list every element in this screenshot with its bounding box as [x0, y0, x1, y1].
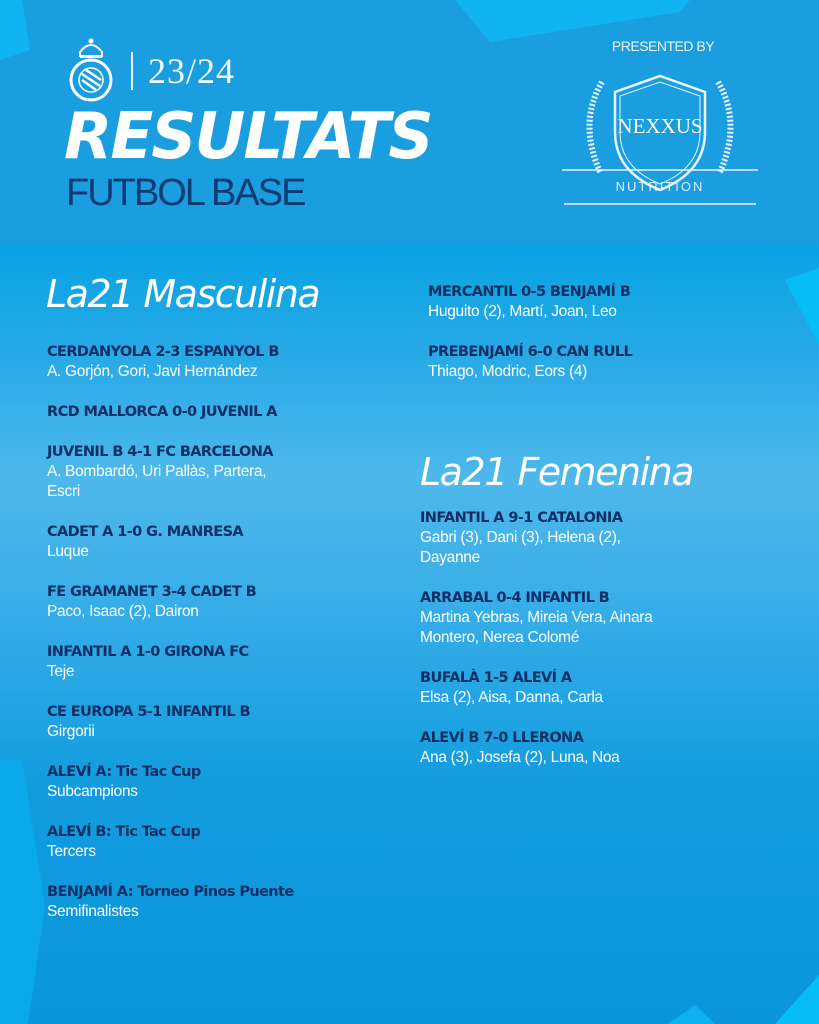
- match-scorers: Gabri (3), Dani (3), Helena (2), Dayanne: [420, 529, 621, 566]
- presented-by-label: PRESENTED BY: [611, 38, 715, 54]
- match-result: [47, 582, 387, 622]
- match-result: [428, 342, 768, 382]
- section-title-masculina: La21 Masculina: [46, 272, 320, 316]
- match-title: JUVENIL B 4-1 FC BARCELONA: [47, 444, 273, 460]
- match-result: [420, 668, 700, 708]
- match-scorers: Luque: [47, 543, 89, 560]
- match-scorers: Girgorii: [47, 723, 95, 740]
- match-result: [47, 442, 387, 502]
- match-title: INFANTIL A 1-0 GIRONA FC: [47, 644, 249, 660]
- match-title: BENJAMÍ A: Torneo Pinos Puente: [47, 884, 294, 900]
- match-result: [428, 282, 768, 322]
- match-title: INFANTIL A 9-1 CATALONIA: [420, 510, 623, 526]
- svg-text:NUTRITION: NUTRITION: [615, 179, 705, 194]
- match-result: [47, 882, 387, 922]
- match-scorers: Tercers: [47, 843, 96, 860]
- match-title: ALEVÍ B: Tic Tac Cup: [47, 824, 201, 840]
- match-scorers: Semifinalistes: [47, 903, 139, 920]
- match-result: [47, 822, 387, 862]
- match-scorers: Elsa (2), Aisa, Danna, Carla: [420, 689, 603, 706]
- match-result: [420, 588, 700, 648]
- match-scorers: Ana (3), Josefa (2), Luna, Noa: [420, 749, 620, 766]
- match-scorers: A. Bombardó, Uri Pallàs, Partera, Escri: [47, 463, 267, 500]
- match-title: CE EUROPA 5-1 INFANTIL B: [47, 704, 250, 720]
- match-scorers: Teje: [47, 663, 75, 680]
- match-result: [47, 402, 387, 422]
- match-result: [47, 342, 387, 382]
- match-result: [47, 642, 387, 682]
- match-title: ALEVÍ B 7-0 LLERONA: [420, 730, 584, 746]
- match-title: CADET A 1-0 G. MANRESA: [47, 524, 244, 540]
- season-label: 23/24: [148, 51, 236, 91]
- match-title: BUFALÀ 1-5 ALEVÍ A: [420, 670, 572, 686]
- match-result: [47, 762, 387, 802]
- masculina-results-list: [47, 342, 387, 942]
- match-title: PREBENJAMÍ 6-0 CAN RULL: [428, 344, 633, 360]
- match-result: [47, 702, 387, 742]
- match-scorers: Thiago, Modric, Eors (4): [428, 363, 588, 380]
- match-result: [420, 508, 700, 568]
- match-title: ALEVÍ A: Tic Tac Cup: [47, 764, 201, 780]
- match-title: CERDANYOLA 2-3 ESPANYOL B: [47, 344, 279, 360]
- femenina-results-list: [420, 508, 700, 788]
- match-result: [420, 728, 700, 768]
- match-result: [47, 522, 387, 562]
- match-scorers: Paco, Isaac (2), Dairon: [47, 603, 199, 620]
- match-scorers: Huguito (2), Martí, Joan, Leo: [428, 303, 617, 320]
- section-title-femenina: La21 Femenina: [420, 450, 694, 494]
- page-title: RESULTATS: [64, 100, 432, 174]
- header-divider: [131, 52, 133, 90]
- nexxus-shield-logo-icon: [560, 62, 760, 212]
- match-title: MERCANTIL 0-5 BENJAMÍ B: [428, 284, 631, 300]
- masculina-continued-list: [428, 282, 768, 402]
- match-title: RCD MALLORCA 0-0 JUVENIL A: [47, 404, 277, 420]
- match-scorers: Martina Yebras, Mireia Vera, Ainara Montero, Nerea Colomé: [420, 609, 653, 646]
- match-scorers: Subcampions: [47, 783, 138, 800]
- match-title: ARRABAL 0-4 INFANTIL B: [420, 590, 610, 606]
- rcd-espanyol-crest-icon: [66, 36, 116, 102]
- match-scorers: A. Gorjón, Gori, Javi Hernández: [47, 363, 258, 380]
- page-subtitle: FUTBOL BASE: [66, 172, 305, 214]
- match-title: FE GRAMANET 3-4 CADET B: [47, 584, 257, 600]
- svg-text:NEXXUS: NEXXUS: [617, 114, 703, 138]
